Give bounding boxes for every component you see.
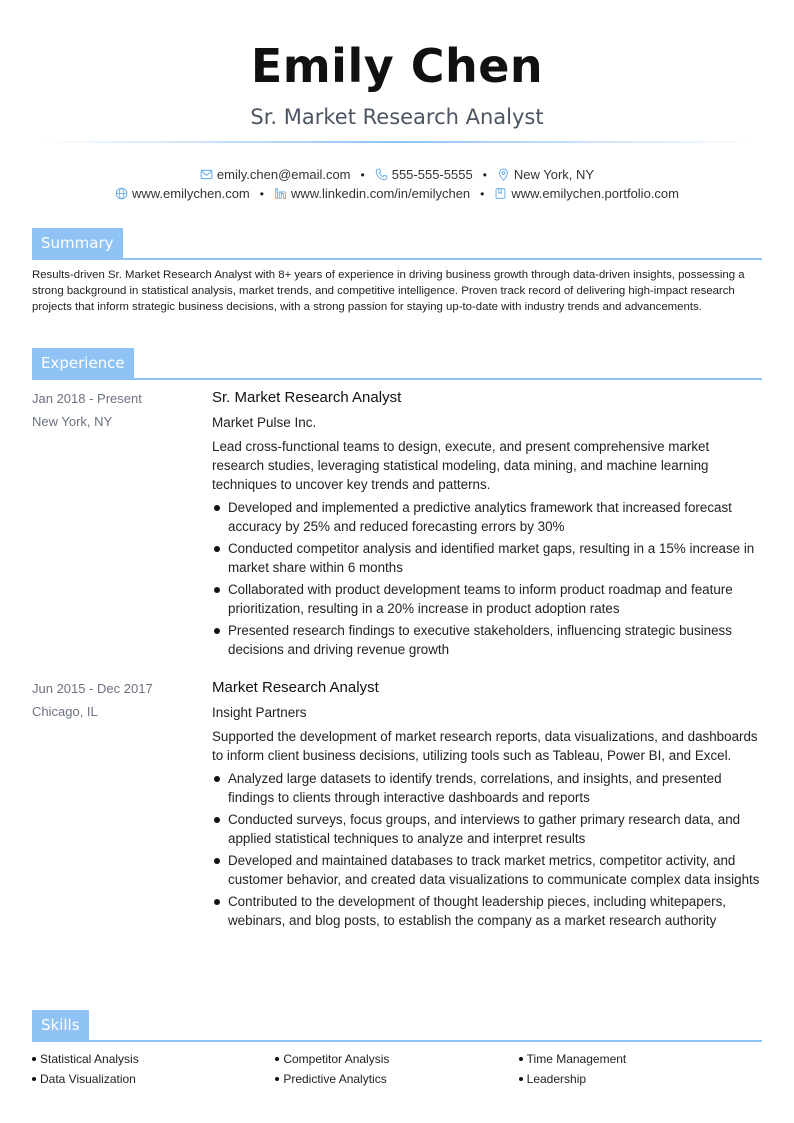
contact-linkedin-text: www.linkedin.com/in/emilychen	[290, 186, 471, 202]
job-company: Market Pulse Inc.	[212, 415, 317, 430]
bullet-icon	[214, 858, 220, 864]
list-item	[212, 892, 764, 930]
header-divider	[37, 141, 757, 143]
skill-text: Competitor Analysis	[283, 1052, 390, 1066]
bullet-icon	[32, 1077, 36, 1081]
job-location: Chicago, IL	[32, 704, 98, 719]
bullet-text: Presented research findings to executive stakeholders, influencing strategic business decisions and driving revenue growth	[228, 623, 732, 657]
bookmark-icon	[494, 187, 507, 200]
contact-website-text: www.emilychen.com	[132, 186, 250, 202]
summary-heading: Summary	[32, 228, 123, 258]
bullet-text: Analyzed large datasets to identify trends, correlations, and insights, and presented findings to clients through interactive dashboards and reports	[228, 771, 722, 805]
skill-item	[275, 1069, 518, 1089]
experience-section-header	[32, 348, 762, 380]
skill-text: Data Visualization	[40, 1072, 136, 1086]
skill-item	[32, 1069, 275, 1089]
experience-heading: Experience	[32, 348, 134, 378]
contact-portfolio[interactable]	[494, 186, 679, 201]
separator-dot: •	[360, 167, 365, 182]
bullet-icon	[214, 817, 220, 823]
bullet-text: Developed and implemented a predictive analytics framework that increased forecast accuracy by 25% and reduced forecasting errors by 30%	[228, 500, 732, 534]
job-description: Supported the development of market research reports, data visualizations, and dashboards to inform client business decisions, utilizing tools such as Tableau, Power BI, and Excel.	[212, 729, 758, 763]
contact-phone[interactable]	[375, 167, 473, 182]
candidate-role: Sr. Market Research Analyst	[250, 105, 544, 129]
job-description: Lead cross-functional teams to design, execute, and present comprehensive market research studies, leveraging statistical modeling, data mining, and machine learning techniques to uncover key trends and patterns.	[212, 439, 710, 492]
contact-website[interactable]	[115, 186, 250, 201]
bullet-text: Collaborated with product development teams to inform product roadmap and feature prioritization, resulting in a 20% increase in product adoption rates	[228, 582, 733, 616]
candidate-name: Emily Chen	[250, 39, 544, 93]
job-dates: Jan 2018 - Present	[32, 391, 142, 406]
skills-section-header	[32, 1010, 762, 1042]
bullet-icon	[214, 776, 220, 782]
resume-header	[0, 36, 794, 143]
section-divider	[32, 1040, 762, 1042]
skill-item	[519, 1069, 762, 1089]
contact-line-2	[0, 185, 794, 201]
job-body	[212, 677, 764, 933]
job-title: Sr. Market Research Analyst	[212, 389, 402, 406]
job-body	[212, 387, 764, 662]
list-item	[212, 851, 764, 889]
job-location: New York, NY	[32, 414, 113, 429]
list-item	[212, 621, 764, 659]
contact-portfolio-text: www.emilychen.portfolio.com	[511, 186, 679, 202]
skills-grid	[32, 1049, 762, 1089]
envelope-icon	[200, 168, 213, 181]
bullet-text: Conducted competitor analysis and identified market gaps, resulting in a 15% increase in market share within 6 months	[228, 541, 755, 575]
list-item	[212, 580, 764, 618]
job-meta	[32, 677, 202, 723]
list-item	[212, 498, 764, 536]
summary-text: Results-driven Sr. Market Research Analyst with 8+ years of experience in driving business growth through data-driven insights, possessing a strong background in statistical analysis, market trends, and competitive intelligence. Proven track record of delivering high-impact research projects that inform strategic business decisions, with a strong passion for staying up-to-date with industry trends and advancements.	[32, 269, 745, 313]
bullet-text: Conducted surveys, focus groups, and interviews to gather primary research data, and applied statistical techniques to analyze and interpret results	[228, 812, 741, 846]
bullet-icon	[214, 505, 220, 511]
job-meta	[32, 387, 202, 433]
contact-line-1	[0, 166, 794, 182]
bullet-icon	[214, 899, 220, 905]
skill-text: Leadership	[526, 1072, 587, 1086]
contact-phone-text: 555-555-5555	[391, 167, 473, 183]
bullet-icon	[519, 1057, 523, 1061]
skill-text: Time Management	[526, 1052, 627, 1066]
separator-dot: •	[482, 167, 487, 182]
list-item	[212, 810, 764, 848]
job-bullets	[212, 498, 764, 659]
section-divider	[32, 258, 762, 260]
skill-item	[32, 1049, 275, 1069]
skill-text: Predictive Analytics	[283, 1072, 387, 1086]
bullet-text: Developed and maintained databases to track market metrics, competitor activity, and customer behavior, and created data visualizations to communicate complex data insights	[228, 853, 760, 887]
bullet-icon	[214, 587, 220, 593]
skill-text: Statistical Analysis	[40, 1052, 139, 1066]
bullet-icon	[32, 1057, 36, 1061]
bullet-icon	[519, 1077, 523, 1081]
contact-location	[497, 167, 594, 182]
list-item	[212, 539, 764, 577]
linkedin-icon	[274, 187, 287, 200]
bullet-text: Contributed to the development of thought leadership pieces, including whitepapers, webinars, and blog posts, to establish the company as a market research authority	[228, 894, 727, 928]
skills-row	[32, 1069, 762, 1089]
contact-email-text: emily.chen@email.com	[216, 167, 351, 183]
summary-section-header	[32, 228, 762, 260]
phone-icon	[375, 168, 388, 181]
section-divider	[32, 378, 762, 380]
contact-email[interactable]	[200, 167, 351, 182]
skills-heading: Skills	[32, 1010, 89, 1040]
job-dates: Jun 2015 - Dec 2017	[32, 681, 153, 696]
bullet-icon	[214, 628, 220, 634]
bullet-icon	[275, 1057, 279, 1061]
separator-dot: •	[480, 186, 485, 201]
contact-linkedin[interactable]	[274, 186, 470, 201]
job-company: Insight Partners	[212, 705, 307, 720]
map-pin-icon	[497, 168, 510, 181]
list-item	[212, 769, 764, 807]
job-bullets	[212, 769, 764, 930]
contact-location-text: New York, NY	[513, 167, 595, 183]
skill-item	[275, 1049, 518, 1069]
bullet-icon	[275, 1077, 279, 1081]
separator-dot: •	[259, 186, 264, 201]
skills-row	[32, 1049, 762, 1069]
bullet-icon	[214, 546, 220, 552]
job-title: Market Research Analyst	[212, 679, 379, 696]
globe-icon	[115, 187, 128, 200]
skill-item	[519, 1049, 762, 1069]
